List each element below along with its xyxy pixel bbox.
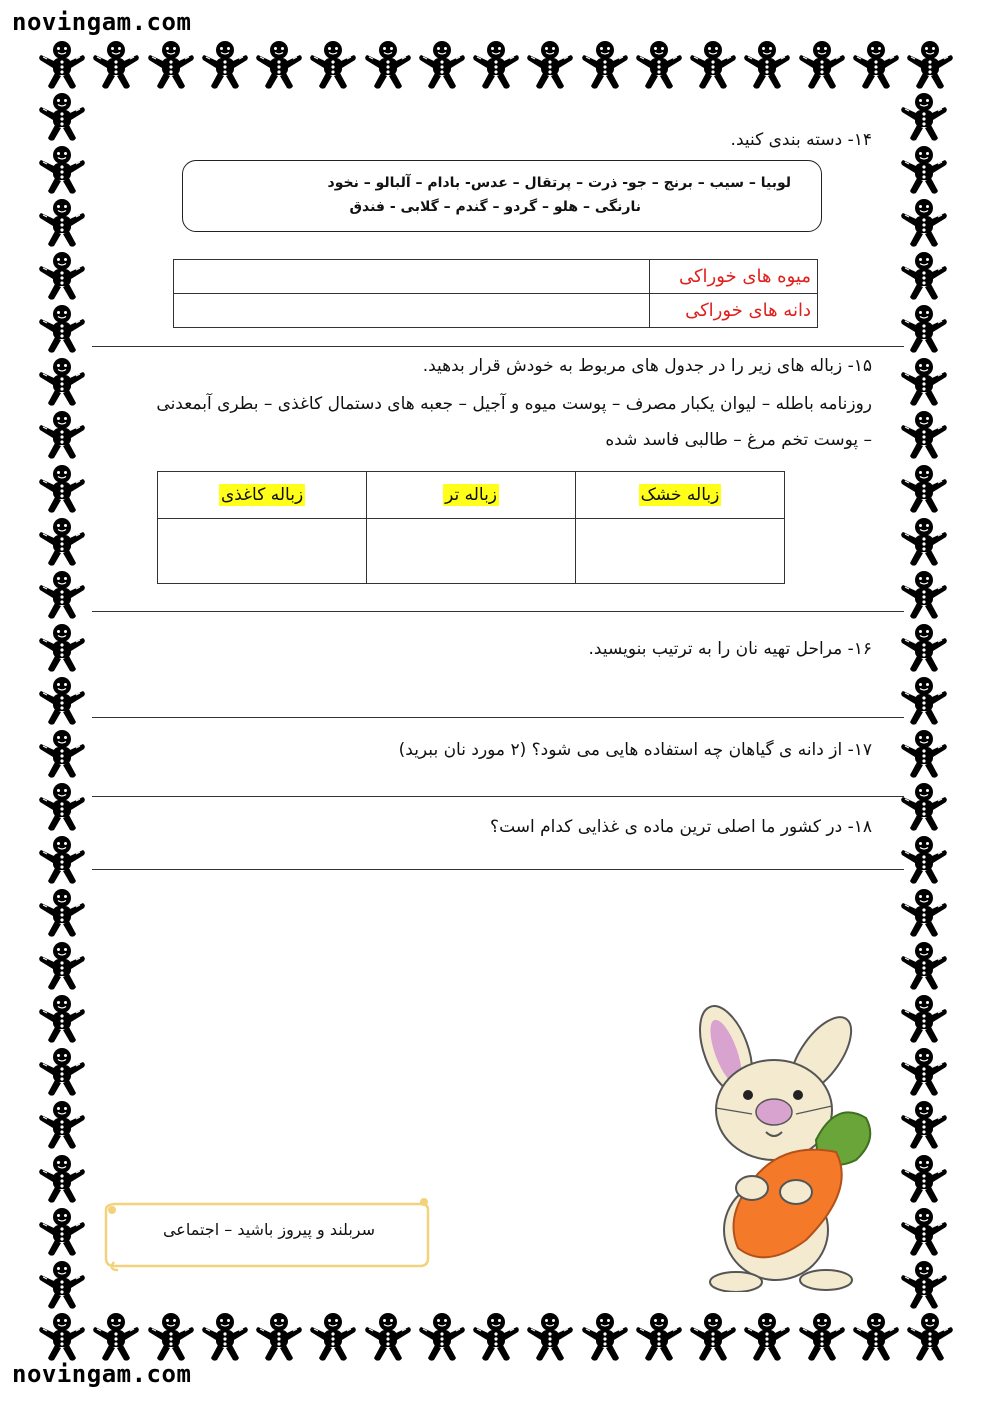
gingerbread-man-icon — [900, 92, 948, 142]
gingerbread-man-icon — [852, 40, 900, 90]
gingerbread-man-icon — [900, 251, 948, 301]
gingerbread-man-icon — [38, 623, 86, 673]
gingerbread-man-icon — [900, 1260, 948, 1310]
gingerbread-man-icon — [900, 1154, 948, 1204]
gingerbread-man-icon — [38, 304, 86, 354]
gingerbread-man-icon — [38, 835, 86, 885]
gingerbread-man-icon — [418, 40, 466, 90]
footer-message: سربلند و پیروز باشید – اجتماعی — [162, 1220, 376, 1239]
gingerbread-man-icon — [743, 40, 791, 90]
header-wet-waste-label: زباله تر — [445, 485, 498, 505]
gingerbread-man-icon — [900, 782, 948, 832]
divider — [92, 796, 904, 797]
classification-table — [173, 259, 818, 328]
question-15-title: ۱۵- زباله های زیر را در جدول های مربوط به خودش قرار بدهید. — [422, 356, 872, 376]
gingerbread-man-icon — [309, 40, 357, 90]
gingerbread-man-icon — [38, 198, 86, 248]
gingerbread-man-icon — [38, 410, 86, 460]
word-box — [182, 160, 822, 232]
word-box-line-2: نارنگی – هلو – گردو – گندم – گلابی - فندق — [349, 199, 641, 215]
gingerbread-man-icon — [635, 1312, 683, 1362]
answer-cell-dry[interactable] — [575, 519, 784, 584]
gingerbread-man-icon — [581, 1312, 629, 1362]
gingerbread-man-icon — [689, 1312, 737, 1362]
border-right — [900, 92, 952, 1310]
gingerbread-man-icon — [900, 941, 948, 991]
gingerbread-man-icon — [38, 782, 86, 832]
table-header-row — [158, 472, 785, 519]
gingerbread-man-icon — [906, 40, 954, 90]
border-left — [38, 92, 90, 1310]
gingerbread-man-icon — [38, 888, 86, 938]
bunny-with-carrot-icon — [686, 1000, 886, 1292]
gingerbread-man-icon — [798, 1312, 846, 1362]
gingerbread-man-icon — [38, 729, 86, 779]
gingerbread-man-icon — [900, 198, 948, 248]
gingerbread-man-icon — [900, 410, 948, 460]
header-paper-waste-label: زباله کاغذی — [220, 485, 304, 505]
answer-cell-fruits[interactable] — [174, 260, 650, 294]
gingerbread-man-icon — [900, 357, 948, 407]
divider — [92, 717, 904, 718]
border-bottom — [38, 1312, 954, 1364]
table-row — [158, 519, 785, 584]
gingerbread-man-icon — [472, 1312, 520, 1362]
gingerbread-man-icon — [38, 1047, 86, 1097]
gingerbread-man-icon — [38, 1154, 86, 1204]
gingerbread-man-icon — [147, 40, 195, 90]
question-17-title: ۱۷- از دانه ی گیاهان چه استفاده هایی می شود؟ (۲ مورد نان ببرید) — [398, 740, 872, 760]
gingerbread-man-icon — [743, 1312, 791, 1362]
footer-scroll — [104, 1196, 430, 1272]
answer-cell-paper[interactable] — [158, 519, 367, 584]
gingerbread-man-icon — [38, 517, 86, 567]
border-top — [38, 40, 954, 92]
gingerbread-man-icon — [900, 517, 948, 567]
gingerbread-man-icon — [900, 888, 948, 938]
gingerbread-man-icon — [472, 40, 520, 90]
question-15-items-line-2: – پوست تخم مرغ – طالبی فاسد شده — [605, 430, 872, 450]
gingerbread-man-icon — [38, 994, 86, 1044]
gingerbread-man-icon — [526, 1312, 574, 1362]
row-label-seeds: دانه های خوراکی — [650, 294, 818, 328]
gingerbread-man-icon — [418, 1312, 466, 1362]
gingerbread-man-icon — [255, 1312, 303, 1362]
question-15-items-line-1: روزنامه باطله – لیوان یکبار مصرف – پوست میوه و آجیل – جعبه های دستمال کاغذی – بطری آبمعدنی — [156, 394, 872, 414]
gingerbread-man-icon — [900, 145, 948, 195]
gingerbread-man-icon — [900, 623, 948, 673]
divider — [92, 869, 904, 870]
table-row — [174, 260, 818, 294]
header-dry-waste-label: زباله خشک — [640, 485, 720, 505]
gingerbread-man-icon — [38, 145, 86, 195]
gingerbread-man-icon — [900, 676, 948, 726]
gingerbread-man-icon — [147, 1312, 195, 1362]
gingerbread-man-icon — [92, 1312, 140, 1362]
gingerbread-man-icon — [38, 40, 86, 90]
question-18-title: ۱۸- در کشور ما اصلی ترین ماده ی غذایی کدام است؟ — [490, 817, 872, 837]
gingerbread-man-icon — [201, 40, 249, 90]
question-16-title: ۱۶- مراحل تهیه نان را به ترتیب بنویسید. — [588, 639, 872, 659]
gingerbread-man-icon — [900, 835, 948, 885]
gingerbread-man-icon — [38, 676, 86, 726]
gingerbread-man-icon — [38, 464, 86, 514]
gingerbread-man-icon — [581, 40, 629, 90]
gingerbread-man-icon — [900, 464, 948, 514]
gingerbread-man-icon — [38, 1260, 86, 1310]
watermark-top: novingam.com — [12, 8, 192, 36]
gingerbread-man-icon — [900, 729, 948, 779]
table-row — [174, 294, 818, 328]
header-dry-waste — [575, 472, 784, 519]
question-14-title: ۱۴- دسته بندی کنید. — [730, 130, 872, 150]
gingerbread-man-icon — [38, 941, 86, 991]
header-paper-waste — [158, 472, 367, 519]
waste-table — [157, 471, 785, 584]
gingerbread-man-icon — [900, 1207, 948, 1257]
gingerbread-man-icon — [255, 40, 303, 90]
gingerbread-man-icon — [635, 40, 683, 90]
divider — [92, 611, 904, 612]
watermark-bottom: novingam.com — [12, 1360, 192, 1388]
word-box-line-1: لوبیا – سیب – برنج – جو- ذرت – پرتقال – عدس- بادام – آلبالو – نخود — [327, 175, 791, 191]
gingerbread-man-icon — [364, 1312, 412, 1362]
gingerbread-man-icon — [900, 994, 948, 1044]
gingerbread-man-icon — [900, 1047, 948, 1097]
gingerbread-man-icon — [900, 304, 948, 354]
gingerbread-man-icon — [38, 92, 86, 142]
gingerbread-man-icon — [201, 1312, 249, 1362]
gingerbread-man-icon — [38, 1207, 86, 1257]
gingerbread-man-icon — [38, 570, 86, 620]
row-label-fruits: میوه های خوراکی — [650, 260, 818, 294]
gingerbread-man-icon — [38, 251, 86, 301]
gingerbread-man-icon — [852, 1312, 900, 1362]
gingerbread-man-icon — [798, 40, 846, 90]
divider — [92, 346, 904, 347]
gingerbread-man-icon — [689, 40, 737, 90]
gingerbread-man-icon — [309, 1312, 357, 1362]
gingerbread-man-icon — [364, 40, 412, 90]
gingerbread-man-icon — [526, 40, 574, 90]
gingerbread-man-icon — [900, 570, 948, 620]
answer-cell-wet[interactable] — [367, 519, 576, 584]
gingerbread-man-icon — [906, 1312, 954, 1362]
gingerbread-man-icon — [38, 1100, 86, 1150]
answer-cell-seeds[interactable] — [174, 294, 650, 328]
gingerbread-man-icon — [900, 1100, 948, 1150]
gingerbread-man-icon — [38, 357, 86, 407]
gingerbread-man-icon — [38, 1312, 86, 1362]
gingerbread-man-icon — [92, 40, 140, 90]
header-wet-waste — [367, 472, 576, 519]
